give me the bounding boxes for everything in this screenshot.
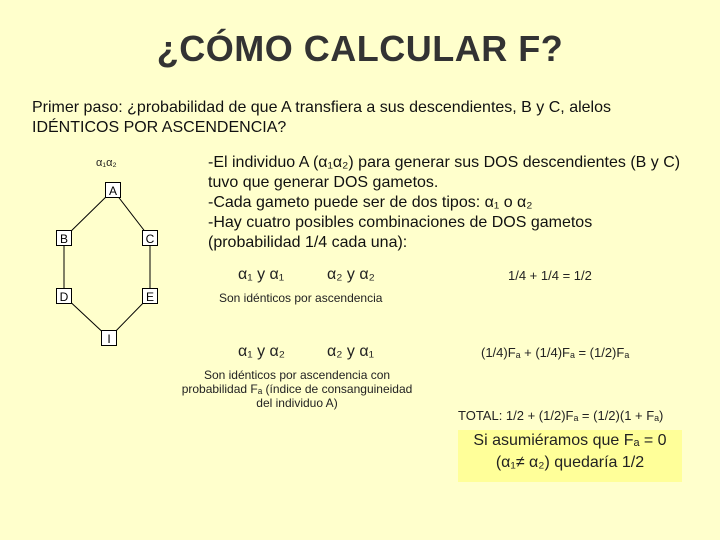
formula-total: TOTAL: 1/2 + (1/2)Fₐ = (1/2)(1 + Fₐ) <box>458 408 664 423</box>
formula-identical: 1/4 + 1/4 = 1/2 <box>508 268 592 283</box>
description-block <box>208 153 688 253</box>
pedigree-node-b: B <box>56 230 72 246</box>
pedigree-node-c: C <box>142 230 158 246</box>
highlight-box <box>458 430 682 482</box>
pedigree-node-i: I <box>101 330 117 346</box>
intro-text: Primer paso: ¿probabilidad de que A transfiera a sus descendientes, B y C, alelos IDÉNTICOS POR ASCENDENCIA? <box>32 99 611 136</box>
highlight-line-2: (α₁≠ α₂) quedaría 1/2 <box>495 454 645 471</box>
note-line-3: del individuo A) <box>256 396 338 410</box>
pedigree-node-a: A <box>105 182 121 198</box>
pedigree-node-d: D <box>56 288 72 304</box>
combination-a2-a2: α₂ y α₂ <box>327 266 375 283</box>
description-line-3: -Hay cuatro posibles combinaciones de DOS gametos (probabilidad 1/4 cada una): <box>208 214 593 251</box>
combination-a1-a1: α₁ y α₁ <box>238 266 285 283</box>
pedigree-node-e: E <box>142 288 158 304</box>
allele-label-a: α₁α₂ <box>96 157 117 169</box>
combination-a1-a2: α₁ y α₂ <box>238 343 285 360</box>
note-identical: Son idénticos por ascendencia <box>219 291 383 305</box>
page-title: ¿CÓMO CALCULAR F? <box>156 28 564 69</box>
description-line-1: -El individuo A (α₁α₂) para generar sus DOS descendientes (B y C) tuvo que generar DOS gametos. <box>208 154 681 191</box>
note-line-2: probabilidad Fₐ (índice de consanguineidad <box>181 382 413 396</box>
note-identical-probability <box>168 368 426 410</box>
note-line-1: Son idénticos por ascendencia con <box>203 368 391 382</box>
formula-identical-prob: (1/4)Fₐ + (1/4)Fₐ = (1/2)Fₐ <box>481 345 630 360</box>
combination-a2-a1: α₂ y α₁ <box>327 343 374 360</box>
description-line-2: -Cada gameto puede ser de dos tipos: α₁ o α₂ <box>208 194 533 211</box>
highlight-line-1: Si asumiéramos que Fₐ = 0 <box>473 432 667 449</box>
